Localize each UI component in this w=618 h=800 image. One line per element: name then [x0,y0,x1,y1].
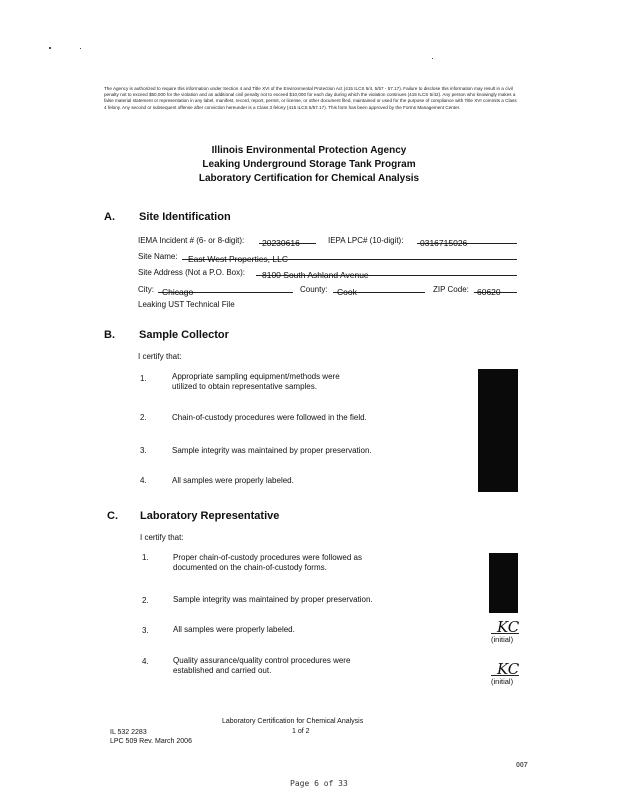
b-item-3-num: 3. [140,446,147,455]
city-value: Chicago [162,287,194,297]
c-item-1-text: Proper chain-of-custody procedures were followed as documented on the chain-of-custody forms. [173,553,362,572]
footer-page-of: 1 of 2 [292,728,310,735]
iema-value: 20230616 [262,238,300,248]
b-item-1-num: 1. [140,374,147,383]
initial-label-3: (initial) [491,635,514,644]
scan-speck [432,58,433,59]
redaction-block [478,369,518,492]
b-item-2-text: Chain-of-custody procedures were followed in the field. [172,413,367,422]
program-title: Leaking Underground Storage Tank Program [202,159,416,170]
c-item-3-num: 3. [142,626,149,635]
site-name-field[interactable] [182,249,517,264]
scan-speck [49,47,51,49]
footer-form-title: Laboratory Certification for Chemical Analysis [222,718,364,725]
zip-field[interactable] [474,282,517,297]
legal-notice: The Agency is authorized to require this information under Section 4 and Title XVI of the Environmental Protection Act (415 ILCS 5/4, 5/57 - 57.17). Failure to disclose this information may result in a civil penalty not to exceed $50,000 for the violation and an additional civil penalty not to exceed $10,000 for each day during which the violation continues (415 ILCS 5/42). Any person who knowingly makes a false material statement or representation in any label, manifest, record, report, permit, or license, or other document filed, maintained or used for the purpose of compliance with Title XVI commits a Class 4 felony. Any second or subsequent offense after conviction hereunder is a Class 3 felony (415 ILCS 5/57.17). This form has been approved by the Forms Management Center. [104,86,517,110]
county-label: County: [300,285,328,294]
agency-title: Illinois Environmental Protection Agency [211,145,407,156]
initial-line-4 [491,675,519,676]
section-c-certify: I certify that: [140,533,184,542]
iema-label: IEMA Incident # (6- or 8-digit): [138,236,245,245]
b-item-4-num: 4. [140,476,147,485]
site-name-value: East West Properties, LLC [188,254,288,264]
lpc-label: IEPA LPC# (10-digit): [328,236,404,245]
footer-form-rev: LPC 509 Rev. March 2006 [110,738,192,745]
scan-speck [80,48,81,49]
section-b-letter: B. [104,329,115,341]
zip-value: 60620 [477,287,501,297]
site-name-label: Site Name: [138,252,178,261]
b-item-4-text: All samples were properly labeled. [172,476,294,485]
c-item-2-num: 2. [142,596,149,605]
city-field[interactable] [158,282,293,297]
footer-form-id: IL 532 2283 [110,729,147,736]
initial-line-3 [491,633,519,634]
section-a-title: Site Identification [139,211,231,223]
site-address-label: Site Address (Not a P.O. Box): [138,268,246,277]
section-a-letter: A. [104,211,115,223]
redaction-block-small [489,553,518,613]
lpc-value: 0316715026 [420,238,468,248]
c-item-4-num: 4. [142,657,149,666]
c-item-3-text: All samples were properly labeled. [173,625,295,634]
c-item-1-num: 1. [142,553,149,562]
county-field[interactable] [333,282,425,297]
section-b-certify: I certify that: [138,352,182,361]
initials-mark-3: KC [497,618,520,636]
page-stamp: Page 6 of 33 [290,779,348,788]
lpc-field[interactable] [417,233,517,248]
b-item-3-text: Sample integrity was maintained by proper preservation. [172,446,372,455]
initials-mark-4: KC [497,660,520,678]
file-label: Leaking UST Technical File [138,300,235,309]
b-item-2-num: 2. [140,413,147,422]
b-item-1-text: Appropriate sampling equipment/methods were utilized to obtain representative samples. [172,372,340,391]
city-label: City: [138,285,154,294]
site-address-value: 8100 South Ashland Avenue [262,270,369,280]
corner-mark: 007 [516,762,528,769]
initial-label-4: (initial) [491,677,514,686]
zip-label: ZIP Code: [433,285,469,294]
section-c-title: Laboratory Representative [140,510,280,522]
form-title: Laboratory Certification for Chemical Analysis [198,173,420,184]
section-b-title: Sample Collector [139,329,229,341]
c-item-4-text: Quality assurance/quality control procedures were established and carried out. [173,656,351,675]
c-item-2-text: Sample integrity was maintained by proper preservation. [173,595,373,604]
iema-field[interactable] [259,233,316,248]
county-value: Cook [337,287,357,297]
site-address-field[interactable] [256,265,517,280]
section-c-letter: C. [107,510,118,522]
